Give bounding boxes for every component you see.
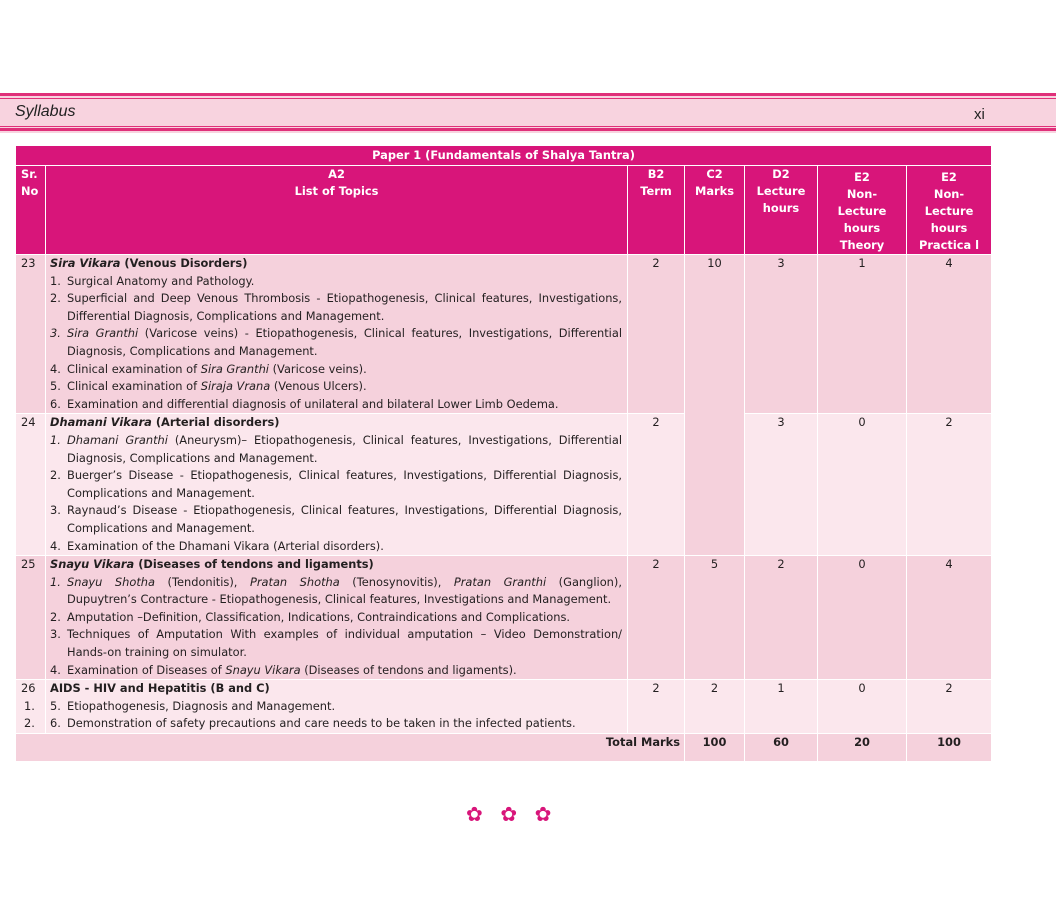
table-row [16,414,992,556]
nonlecture-practical-cell: 4 [907,556,992,680]
col-header-nlp-line: E2 [941,170,957,184]
table-caption: Paper 1 (Fundamentals of Shalya Tantra) [16,146,992,166]
topic-list-item [50,626,622,661]
text-run: Surgical Anatomy and Pathology. [67,273,255,288]
col-header-nlp-line: Non- [933,187,965,201]
list-item-text [67,715,622,733]
list-item-number: 5. [50,379,61,394]
col-header-nlp-line: Lecture [924,204,974,218]
col-header-lecture-line: hours [762,201,800,215]
term-cell: 2 [628,414,685,556]
marks-cell: 5 [685,556,745,680]
topic-title: AIDS - HIV and Hepatitis (B and C) [50,681,270,696]
list-item-text [67,378,622,396]
header-rule-bottom [0,128,1056,131]
list-item-number: 2. [50,468,61,483]
table-header-row [16,166,992,255]
topic-list-item [50,378,622,396]
list-item-number: 6. [50,396,61,411]
lecture-hours-cell: 1 [745,680,818,734]
text-run: Demonstration of safety precautions and care needs to be taken in the infected patients. [67,716,576,731]
list-item-text [67,361,622,379]
list-item-number: 3. [50,503,61,518]
col-header-nlt-line: Lecture [837,204,887,218]
header-rule-top-thin [0,98,1056,99]
list-item-number: 4. [50,361,61,376]
page-number: xi [974,106,985,123]
list-item-number: 3. [50,627,61,642]
col-header-lecture-line: D2 [772,167,790,181]
lecture-hours-cell: 3 [745,255,818,414]
term-cell: 2 [628,556,685,680]
col-header-sr-line: Sr. [21,167,38,181]
col-header-nlt-line: Non- [846,187,878,201]
col-header-lecture [745,166,818,255]
topic-title [50,414,622,432]
topic-title-rest: (Venous Disorders) [120,256,248,270]
header-rule-top [0,93,1056,96]
topic-list-item [50,361,622,379]
col-header-sr-line: No [21,184,39,198]
topic-list-item [50,273,622,291]
list-item-number: 2. [50,291,61,306]
nonlecture-theory-cell: 0 [818,680,907,734]
italic-term: Snayu Shotha [67,574,155,589]
text-run: (Tendonitis), [155,574,250,589]
topic-list-item [50,538,622,556]
total-marks-value: 100 [685,734,745,762]
text-run: Amputation –Definition, Classification, Indications, Contraindications and Complications. [67,609,571,624]
nonlecture-practical-cell: 4 [907,255,992,414]
list-item-text [67,626,622,661]
list-item-text [67,273,622,291]
text-run: Examination and differential diagnosis of unilateral and bilateral Lower Limb Oedema. [67,396,559,411]
topic-title-italic: Snayu Vikara [50,557,135,572]
text-run: (Diseases of tendons and ligaments). [300,662,517,677]
italic-term: Dhamani Granthi [67,432,168,447]
list-item-number: 3. [50,326,61,341]
nonlecture-practical-cell: 2 [907,680,992,734]
nonlecture-practical-cell: 2 [907,414,992,556]
topic-items [50,273,622,414]
col-header-marks-line: Marks [695,184,734,198]
sr-sub-number: 2. [24,716,35,731]
italic-term: Sira Granthi [67,326,139,341]
topic-list-item [50,432,622,467]
text-run: (Varicose veins) - Etiopathogenesis, Clinical features, Investigations, Differential Diagnosis, Complications and Management. [67,326,622,358]
text-run: Examination of the Dhamani Vikara (Arterial disorders). [67,538,384,553]
col-header-nonlecture-theory [818,166,907,255]
text-run: Techniques of Amputation With examples of individual amputation – Video Demonstration/ Hands-on training on simulator. [67,627,622,660]
topic-list-item [50,715,622,733]
col-header-lecture-line: Lecture [756,184,806,198]
list-item-number: 5. [50,698,61,713]
term-cell: 2 [628,680,685,734]
sr-sub-number: 1. [24,698,35,713]
col-header-nlp-line: hours [930,221,968,235]
list-item-text [67,574,622,609]
table-row [16,680,992,734]
col-header-term-line: Term [640,184,672,198]
col-header-term-line: B2 [647,167,665,181]
text-run: Examination of Diseases of [67,662,226,677]
topic-list-item [50,698,622,716]
col-header-nlt-line: E2 [854,170,870,184]
nonlecture-theory-cell: 0 [818,414,907,556]
italic-term: Siraja Vrana [200,379,271,394]
lecture-hours-cell: 3 [745,414,818,556]
topic-title-italic: Dhamani Vikara [50,415,152,430]
list-item-number: 2. [50,609,61,624]
sr-no: 24 [16,414,46,556]
list-item-text [67,396,622,414]
list-item-text [67,609,622,627]
italic-term: Pratan Granthi [453,574,547,589]
marks-cell: 10 [685,255,745,556]
col-header-nonlecture-practical [907,166,992,255]
list-item-number: 1. [50,574,61,589]
topic-items [50,574,622,680]
text-run: Superficial and Deep Venous Thrombosis - Etiopathogenesis, Clinical features, Investigations, Differential Diagnosis, Complications and Management. [67,291,622,323]
list-item-text [67,432,622,467]
topic-list-item [50,396,622,414]
table-row [16,255,992,414]
topic-title-rest: (Diseases of tendons and ligaments) [134,557,374,572]
marks-cell: 2 [685,680,745,734]
sr-no-value: 26 [21,681,36,696]
topic-cell [46,680,628,734]
table-row [16,556,992,680]
list-item-text [67,502,622,537]
col-header-sr [16,166,46,255]
header-rule-bottom-thin [0,126,1056,127]
topic-cell [46,414,628,556]
text-run: Raynaud’s Disease - Etiopathogenesis, Clinical features, Investigations, Differential Diagnosis, Complications and Management. [67,503,622,535]
italic-term: Sira Granthi [200,361,269,376]
syllabus-table [15,145,992,762]
flower-ornament: ✿ ✿ ✿ [466,804,558,826]
sr-no [16,680,46,734]
topic-cell [46,556,628,680]
col-header-nlt-line: hours [843,221,881,235]
topic-list-item [50,290,622,325]
col-header-topics-line: A2 [328,167,345,181]
text-run: Clinical examination of [67,379,201,394]
col-header-topics-line: List of Topics [294,184,379,198]
topic-list-item [50,662,622,680]
list-item-number: 1. [50,432,61,447]
text-run: Etiopathogenesis, Diagnosis and Management. [67,698,336,713]
term-cell: 2 [628,255,685,414]
topic-list-item [50,609,622,627]
col-header-marks-line: C2 [706,167,723,181]
list-item-text [67,467,622,502]
topic-items [50,698,622,733]
topic-list-item [50,502,622,537]
total-nonlecture-theory: 20 [818,734,907,762]
list-item-text [67,698,622,716]
topic-title [50,255,622,273]
totals-row [16,734,992,762]
topic-title [50,556,622,574]
text-run: (Tenosynovitis), [339,574,454,589]
text-run: Clinical examination of [67,361,201,376]
running-title: Syllabus [15,103,76,120]
col-header-term [628,166,685,255]
text-run: (Venous Ulcers). [270,379,367,394]
topic-cell [46,255,628,414]
topic-title-italic: Sira Vikara [50,256,121,270]
topic-items [50,432,622,555]
lecture-hours-cell: 2 [745,556,818,680]
list-item-text [67,290,622,325]
topic-list-item [50,325,622,360]
col-header-topics [46,166,628,255]
list-item-number: 4. [50,538,61,553]
list-item-text [67,538,622,556]
list-item-number: 4. [50,662,61,677]
col-header-nlt-line: Theory [839,238,885,252]
sr-no: 25 [16,556,46,680]
topic-list-item [50,574,622,609]
nonlecture-theory-cell: 1 [818,255,907,414]
nonlecture-theory-cell: 0 [818,556,907,680]
col-header-marks [685,166,745,255]
total-nonlecture-practical: 100 [907,734,992,762]
text-run: Buerger’s Disease - Etiopathogenesis, Clinical features, Investigations, Differential Diagnosis, Complications and Management. [67,468,622,500]
list-item-number: 6. [50,716,61,731]
italic-term: Snayu Vikara [225,662,301,677]
text-run: (Varicose veins). [268,361,367,376]
topic-list-item [50,467,622,502]
header-band [0,93,1056,133]
list-item-text [67,662,622,680]
total-lecture-hours: 60 [745,734,818,762]
text-run: (Ganglion), Dupuytren’s Contracture - Etiopathogenesis, Clinical features, Investigations and Management. [67,574,622,607]
italic-term: Pratan Shotha [249,574,340,589]
list-item-number: 1. [50,273,61,288]
list-item-text [67,325,622,360]
total-marks-label: Total Marks [16,734,685,762]
col-header-nlp-line: Practica l [918,238,980,252]
topic-title-rest: (Arterial disorders) [151,415,280,430]
sr-no: 23 [16,255,46,414]
table-caption-row [16,146,992,166]
text-run: (Aneurysm)– Etiopathogenesis, Clinical features, Investigations, Differential Diagnosis, Complications and Management. [67,432,622,465]
